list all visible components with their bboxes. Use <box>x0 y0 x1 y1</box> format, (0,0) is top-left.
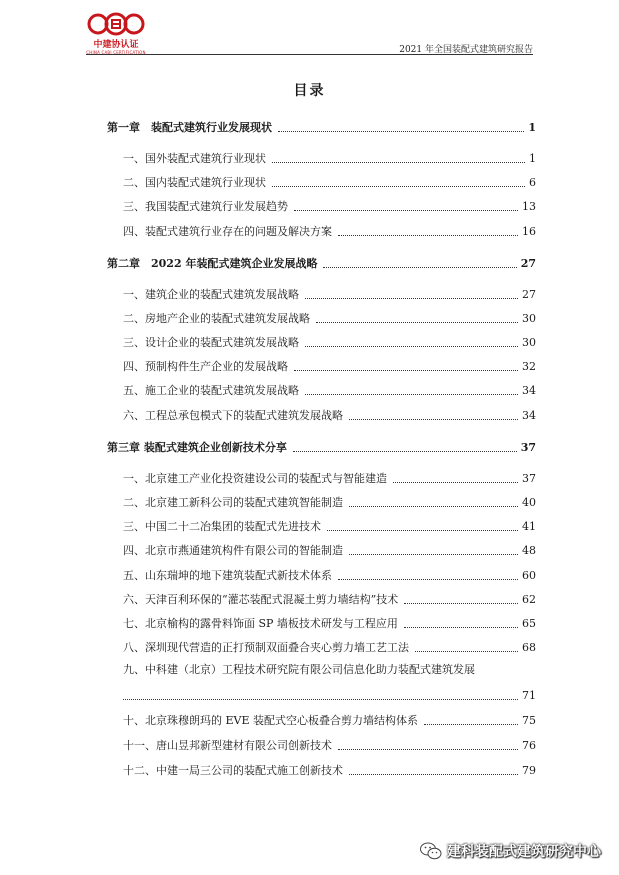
toc-entry-text: 第一章 装配式建筑行业发展现状 <box>107 121 272 134</box>
toc-entry-text: 二、北京建工新科公司的装配式建筑智能制造 <box>123 496 343 509</box>
toc-item[interactable] <box>107 494 536 510</box>
toc-entry-text: 三、设计企业的装配式建筑发展战略 <box>123 336 299 349</box>
dot-leader <box>404 627 518 628</box>
toc-entry-text: 十二、中建一局三公司的装配式施工创新技术 <box>123 764 343 777</box>
toc-page-number: 79 <box>522 764 536 777</box>
dot-leader <box>305 346 518 347</box>
toc-page-number: 32 <box>522 360 536 373</box>
dot-leader <box>316 322 518 323</box>
toc-chapter-3[interactable] <box>107 439 536 455</box>
toc-entry-text: 三、我国装配式建筑行业发展趋势 <box>123 200 288 213</box>
toc-entry-text: 一、建筑企业的装配式建筑发展战略 <box>123 288 299 301</box>
toc-item[interactable] <box>107 542 536 558</box>
toc-item[interactable] <box>107 407 536 423</box>
toc-entry-text: 五、施工企业的装配式建筑发展战略 <box>123 384 299 397</box>
toc-entry-text: 二、国内装配式建筑行业现状 <box>123 176 266 189</box>
toc-page-number: 65 <box>522 617 536 630</box>
toc-item[interactable] <box>107 615 536 631</box>
toc-item-wrapped[interactable] <box>107 663 536 703</box>
watermark-text: 建科装配式建筑研究中心 <box>447 844 601 860</box>
toc-entry-text: 四、装配式建筑行业存在的问题及解决方案 <box>123 225 332 238</box>
dot-leader <box>404 603 518 604</box>
report-header-title: 2021 年全国装配式建筑研究报告 <box>399 45 533 55</box>
toc-page-number: 1 <box>529 152 536 165</box>
dot-leader <box>294 370 518 371</box>
toc-page-number: 41 <box>522 520 536 533</box>
toc-page-number: 37 <box>520 441 536 454</box>
toc-item[interactable] <box>107 198 536 214</box>
watermark <box>420 841 601 861</box>
dot-leader <box>293 451 517 452</box>
dot-leader <box>349 554 518 555</box>
toc-item[interactable] <box>107 567 536 583</box>
toc-item[interactable] <box>107 223 536 239</box>
toc-item[interactable] <box>107 639 536 655</box>
header-divider <box>86 54 533 55</box>
toc-entry-text: 第二章 2022 年装配式建筑企业发展战略 <box>107 257 318 270</box>
toc-page-number: 30 <box>522 336 536 349</box>
dot-leader <box>278 131 524 132</box>
dot-leader <box>272 186 525 187</box>
logo-chinese-name: 中建协认证 <box>93 40 139 50</box>
dot-leader <box>349 506 518 507</box>
logo-english-name: CHINA CABI CERTIFICATION <box>86 50 146 55</box>
toc-page-number: 68 <box>522 641 536 654</box>
dot-leader <box>323 267 516 268</box>
toc-entry-text: 一、国外装配式建筑行业现状 <box>123 152 266 165</box>
toc-page-number: 6 <box>529 176 536 189</box>
dot-leader <box>272 162 525 163</box>
company-logo <box>86 12 146 55</box>
toc-page-number: 71 <box>522 689 536 702</box>
toc-page-number: 62 <box>522 593 536 606</box>
toc-entry-text: 第三章 装配式建筑企业创新技术分享 <box>107 441 287 454</box>
toc-entry-text: 三、中国二十二冶集团的装配式先进技术 <box>123 520 321 533</box>
toc-title: 目录 <box>293 83 326 99</box>
toc-page-number: 76 <box>522 739 536 752</box>
dot-leader <box>305 298 518 299</box>
toc-page-number: 30 <box>522 312 536 325</box>
toc-page-number: 27 <box>522 288 536 301</box>
toc-page-number: 34 <box>522 384 536 397</box>
dot-leader <box>338 579 518 580</box>
toc-item[interactable] <box>107 382 536 398</box>
toc-page-number: 16 <box>522 225 536 238</box>
toc-entry-text: 一、北京建工产业化投资建设公司的装配式与智能建造 <box>123 472 387 485</box>
toc-item[interactable] <box>107 150 536 166</box>
toc-item[interactable] <box>107 737 536 753</box>
toc-chapter-2[interactable] <box>107 255 536 271</box>
toc-page-number: 1 <box>528 121 536 134</box>
toc-page-number: 27 <box>520 257 536 270</box>
toc-entry-text: 二、房地产企业的装配式建筑发展战略 <box>123 312 310 325</box>
toc-item[interactable] <box>107 762 536 778</box>
toc-page-number: 48 <box>522 544 536 557</box>
dot-leader <box>349 419 518 420</box>
toc-chapter-1[interactable] <box>107 119 536 135</box>
toc-page-number: 60 <box>522 569 536 582</box>
toc-item[interactable] <box>107 470 536 486</box>
toc-entry-text: 五、山东瑞坤的地下建筑装配式新技术体系 <box>123 569 332 582</box>
logo-mark-icon <box>86 12 146 36</box>
toc-item[interactable] <box>107 174 536 190</box>
dot-leader <box>123 691 518 700</box>
toc-page-number: 34 <box>522 409 536 422</box>
dot-leader <box>424 724 518 725</box>
toc-page-number: 75 <box>522 714 536 727</box>
dot-leader <box>338 749 518 750</box>
toc-item[interactable] <box>107 358 536 374</box>
toc-item[interactable] <box>107 334 536 350</box>
dot-leader <box>305 394 518 395</box>
dot-leader <box>393 482 518 483</box>
wechat-icon <box>420 842 442 860</box>
toc-item[interactable] <box>107 310 536 326</box>
dot-leader <box>294 210 518 211</box>
toc-entry-text: 十一、唐山昱邦新型建材有限公司创新技术 <box>123 739 332 752</box>
toc-item[interactable] <box>107 591 536 607</box>
toc-entry-text: 九、中科建（北京）工程技术研究院有限公司信息化助力装配式建筑发展 <box>123 663 475 676</box>
toc-entry-text: 十、北京珠穆朗玛的 EVE 装配式空心板叠合剪力墙结构体系 <box>123 714 418 727</box>
toc-page-number: 40 <box>522 496 536 509</box>
toc-entry-text: 七、北京榆构的露骨料饰面 SP 墙板技术研发与工程应用 <box>123 617 398 630</box>
toc-entry-text: 四、北京市燕通建筑构件有限公司的智能制造 <box>123 544 343 557</box>
dot-leader <box>415 651 518 652</box>
dot-leader <box>327 530 518 531</box>
toc-item[interactable] <box>107 286 536 302</box>
toc-entry-text: 六、天津百利环保的“灌芯装配式混凝土剪力墙结构”技术 <box>123 593 399 606</box>
dot-leader <box>349 774 518 775</box>
toc-entry-text: 六、工程总承包模式下的装配式建筑发展战略 <box>123 409 343 422</box>
toc-page-number: 37 <box>522 472 536 485</box>
toc-entry-text: 八、深圳现代营造的正打预制双面叠合夹心剪力墙工艺工法 <box>123 641 409 654</box>
toc-item[interactable] <box>107 518 536 534</box>
toc-page-number: 13 <box>522 200 536 213</box>
toc-item[interactable] <box>107 712 536 728</box>
dot-leader <box>338 235 518 236</box>
toc-entry-text: 四、预制构件生产企业的发展战略 <box>123 360 288 373</box>
